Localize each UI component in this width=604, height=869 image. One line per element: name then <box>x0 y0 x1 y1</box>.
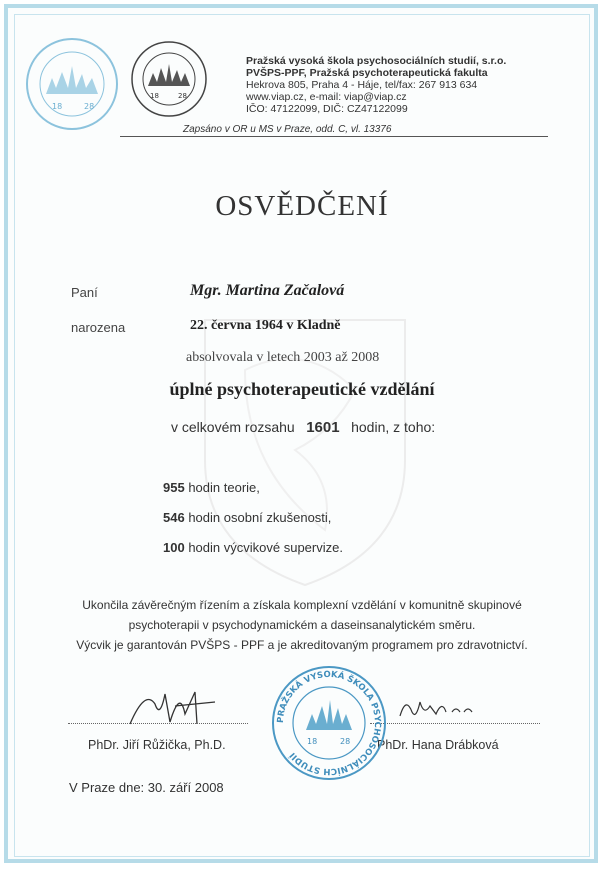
register-note: Zapsáno v OR u MS v Praze, odd. C, vl. 13376 <box>183 124 392 135</box>
hours-item-text: hodin osobní zkušenosti, <box>188 510 332 525</box>
completed-years: absolvovala v letech 2003 až 2008 <box>186 350 380 365</box>
total-hours-line <box>171 419 435 437</box>
total-hours-value: 1601 <box>306 419 340 436</box>
header-faculty-name: PVŠPS-PPF, Pražská psychoterapeutická fakulta <box>246 67 488 79</box>
header-divider <box>120 136 548 137</box>
hours-item <box>163 510 331 525</box>
place-and-date: V Praze dne: 30. září 2008 <box>69 780 224 795</box>
school-stamp-icon <box>270 664 388 782</box>
hours-item <box>163 540 343 555</box>
school-seal-blue-icon <box>24 36 120 132</box>
total-post-text: hodin, z toho: <box>351 419 436 435</box>
hours-item-value: 955 <box>163 480 185 495</box>
svg-text:28: 28 <box>178 92 187 100</box>
school-seal-dark-icon <box>130 40 208 118</box>
hours-item-value: 100 <box>163 540 185 555</box>
completion-paragraph-line3: Výcvik je garantován PVŠPS - PPF a je akreditovaným programem pro zdravotnictví. <box>76 638 528 652</box>
signatory-left: PhDr. Jiří Růžička, Ph.D. <box>88 738 226 752</box>
person-name: Mgr. Martina Začalová <box>190 282 345 299</box>
signatory-right: PhDr. Hana Drábková <box>377 738 499 752</box>
header-school-name: Pražská vysoká škola psychosociálních studií, s.r.o. <box>246 55 507 67</box>
hours-item <box>163 480 260 495</box>
born-value: 22. června 1964 v Kladně <box>190 318 341 333</box>
stamp-ring-text: PRAŽSKÁ VYSOKÁ ŠKOLA PSYCHOSOCIÁLNÍCH STUDIÍ <box>275 669 383 777</box>
hours-item-text: hodin teorie, <box>188 480 260 495</box>
hours-item-text: hodin výcvikové supervize. <box>188 540 343 555</box>
svg-text:18: 18 <box>52 102 63 111</box>
signature-right-icon <box>396 694 476 724</box>
born-label: narozena <box>71 320 126 335</box>
header-ico-dic: IČO: 47122099, DIČ: CZ47122099 <box>246 103 408 115</box>
header-web-email: www.viap.cz, e-mail: viap@viap.cz <box>246 91 407 103</box>
certificate-title: OSVĚDČENÍ <box>215 190 389 222</box>
stamp-year-right: 28 <box>340 737 351 746</box>
stamp-year-left: 18 <box>307 737 318 746</box>
signature-line-right <box>370 722 540 724</box>
hours-item-value: 546 <box>163 510 185 525</box>
completion-paragraph-line2: psychoterapii v psychodynamickém a daseinsanalytickém směru. <box>128 618 476 632</box>
completion-paragraph-line1: Ukončila závěrečným řízením a získala komplexní vzdělání v komunitně skupinové <box>82 598 522 612</box>
salutation-label: Paní <box>71 285 98 300</box>
signature-line-left <box>68 722 248 724</box>
signature-left-icon <box>125 684 220 732</box>
svg-text:18: 18 <box>150 92 159 100</box>
header-address: Hekrova 805, Praha 4 - Háje, tel/fax: 267 913 634 <box>246 79 478 91</box>
course-name: úplné psychoterapeutické vzdělání <box>169 379 435 399</box>
total-pre-text: v celkovém rozsahu <box>171 419 295 435</box>
svg-text:28: 28 <box>84 102 95 111</box>
